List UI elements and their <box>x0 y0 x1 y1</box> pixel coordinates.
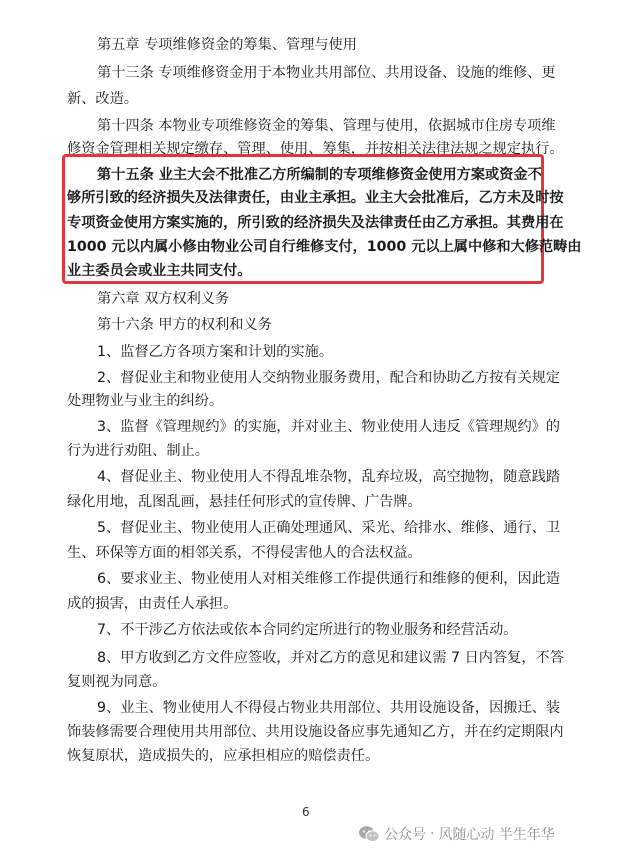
article-13-line-1: 第十三条 专项维修资金用于本物业共用部位、共用设备、设施的维修、更 <box>97 65 556 81</box>
footer-channel-label: 公众号 <box>384 827 426 843</box>
duty-2-line-1: 2、督促业主和物业使用人交纳物业服务费用，配合和协助乙方按有关规定 <box>97 370 561 386</box>
wechat-icon <box>358 825 380 843</box>
duty-9-line-1: 9、业主、物业使用人不得侵占物业共用部位、共用设施设备，因搬迁、装 <box>97 700 561 716</box>
duty-9-line-3: 恢复原状，造成损失的，应承担相应的赔偿责任。 <box>67 748 380 764</box>
wechat-watermark <box>358 823 559 845</box>
duty-4-line-2: 绿化用地，乱图乱画，悬挂任何形式的宣传牌、广告牌。 <box>67 494 422 510</box>
duty-2-line-2: 处理物业与业主的纠纷。 <box>67 393 224 409</box>
article-15-line-4: 1000 元以内属小修由物业公司自行维修支付，1000 元以上属中修和大修范畴由 <box>67 239 582 255</box>
footer-account-name: 风随心动 半生年华 <box>438 827 555 843</box>
duty-8-line-1: 8、甲方收到乙方文件应签收，并对乙方的意见和建议需 7 日内答复，不答 <box>97 650 564 666</box>
chapter-5-heading: 第五章 专项维修资金的筹集、管理与使用 <box>97 37 357 53</box>
duty-4-line-1: 4、督促业主、物业使用人不得乱堆杂物，乱弃垃圾，高空抛物，随意践踏 <box>97 469 561 485</box>
article-15-line-2: 够所引致的经济损失及法律责任，由业主承担。业主大会批准后，乙方未及时按 <box>67 190 564 206</box>
duty-5-line-1: 5、督促业主、物业使用人正确处理通风、采光、给排水、维修、通行、卫 <box>97 520 561 536</box>
article-15-line-5: 业主委员会或业主共同支付。 <box>67 263 252 279</box>
duty-3-line-2: 行为进行劝阻、制止。 <box>67 443 209 459</box>
article-15-line-3: 专项资金使用方案实施的，所引致的经济损失及法律责任由乙方承担。其费用在 <box>67 215 564 231</box>
duty-5-line-2: 生、环保等方面的相邻关系，不得侵害他人的合法权益。 <box>67 545 422 561</box>
article-16-heading: 第十六条 甲方的权利和义务 <box>97 317 272 333</box>
article-14-line-1: 第十四条 本物业专项维修资金的筹集、管理与使用，依据城市住房专项维 <box>97 118 556 134</box>
duty-7: 7、不干涉乙方依法或依本合同约定所进行的物业服务和经营活动。 <box>97 622 518 638</box>
page-number: 6 <box>302 805 310 819</box>
duty-3-line-1: 3、监督《管理规约》的实施，并对业主、物业使用人违反《管理规约》的 <box>97 419 561 435</box>
article-14-line-2: 修资金管理相关规定缴存、管理、使用、筹集，并按相关法律法规之规定执行。 <box>67 141 564 157</box>
footer-separator: · <box>430 826 435 842</box>
duty-6-line-1: 6、要求业主、物业使用人对相关维修工作提供通行和维修的便利，因此造 <box>97 571 561 587</box>
chapter-6-heading: 第六章 双方权利义务 <box>97 291 230 307</box>
duty-6-line-2: 成的损害，由责任人承担。 <box>67 596 238 612</box>
duty-1: 1、监督乙方各项方案和计划的实施。 <box>97 344 334 360</box>
duty-9-line-2: 饰装修需要合理使用共用部位、共用设施设备应事先通知乙方，并在约定期限内 <box>67 724 564 740</box>
article-15-line-1: 第十五条 业主大会不批准乙方所编制的专项维修资金使用方案或资金不 <box>97 167 542 183</box>
article-13-line-2: 新、改造。 <box>67 91 138 107</box>
duty-8-line-2: 复则视为同意。 <box>67 674 167 690</box>
